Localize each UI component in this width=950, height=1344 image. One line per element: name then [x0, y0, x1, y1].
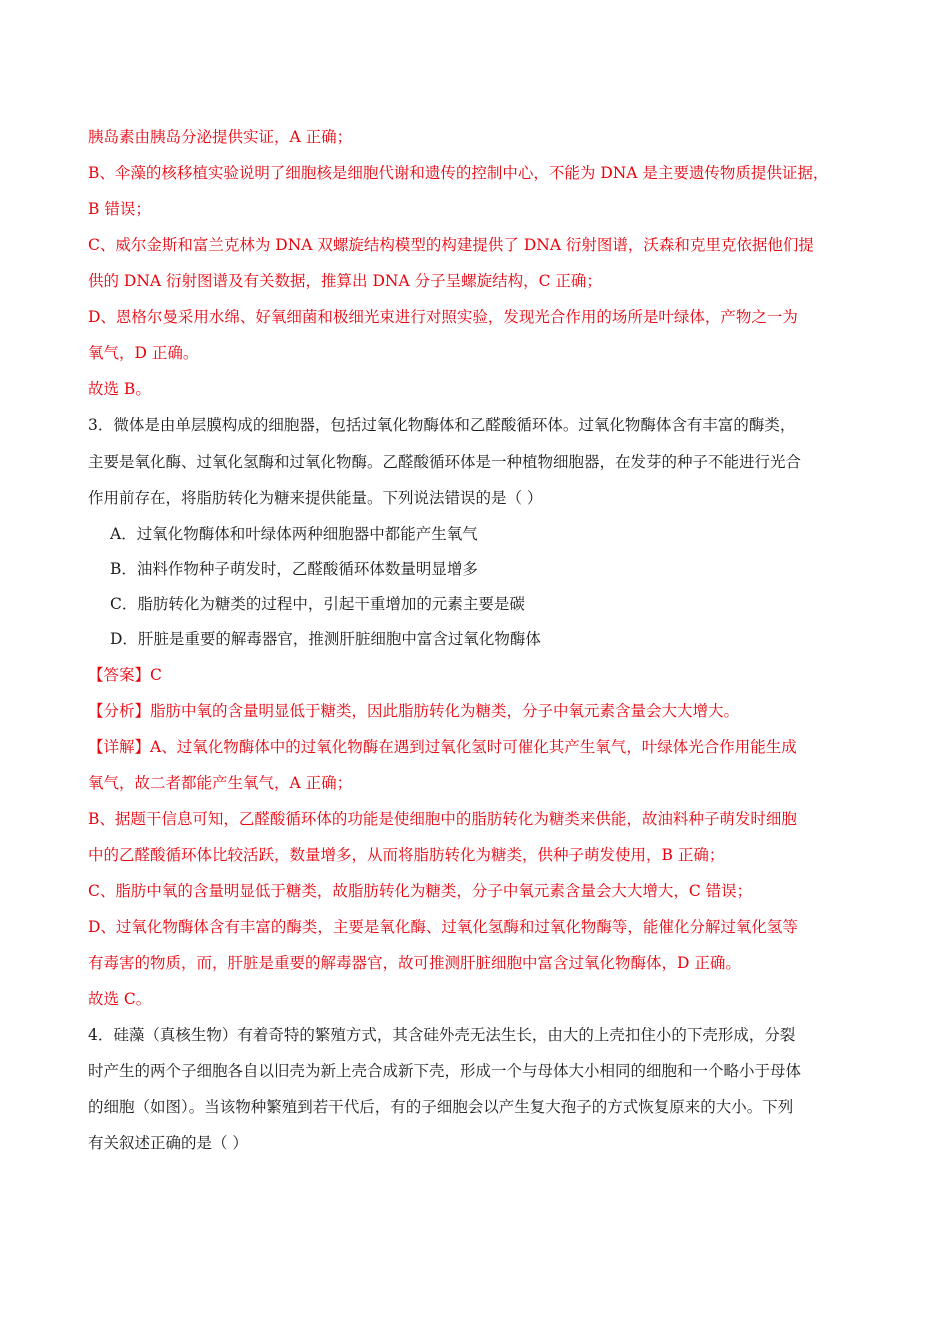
q2-explanation-d-line1: D、恩格尔曼采用水绵、好氧细菌和极细光束进行对照实验，发现光合作用的场所是叶绿体，产物之一为: [88, 308, 798, 326]
q3-analysis: [88, 700, 739, 722]
q3-option-b: B．油料作物种子萌发时，乙醛酸循环体数量明显增多: [110, 560, 478, 578]
q4-stem-line3: 的细胞（如图）。当该物种繁殖到若干代后，有的子细胞会以产生复大孢子的方式恢复原来的大小。下列: [88, 1098, 794, 1116]
q4-stem-line2: 时产生的两个子细胞各自以旧壳为新上壳合成新下壳，形成一个与母体大小相同的细胞和一个略小于母体: [88, 1062, 802, 1080]
q3-option-a: A．过氧化物酶体和叶绿体两种细胞器中都能产生氧气: [110, 525, 478, 543]
q3-answer: [88, 664, 162, 686]
q2-explanation-b-line1: B、伞藻的核移植实验说明了细胞核是细胞代谢和遗传的控制中心，不能为 DNA 是主要遗传物质提供证据，: [88, 164, 829, 182]
q3-conclusion: 故选 C。: [88, 990, 152, 1008]
q3-stem-line3: 作用前存在，将脂肪转化为糖来提供能量。下列说法错误的是（ ）: [88, 489, 543, 507]
q3-option-d: D．肝脏是重要的解毒器官，推测肝脏细胞中富含过氧化物酶体: [110, 630, 541, 648]
q2-conclusion: 故选 B。: [88, 380, 151, 398]
q3-stem-line2: 主要是氧化酶、过氧化氢酶和过氧化物酶。乙醛酸循环体是一种植物细胞器，在发芽的种子不能进行光合: [88, 453, 802, 471]
q3-detail-b-line2: 中的乙醛酸循环体比较活跃，数量增多，从而将脂肪转化为糖类，供种子萌发使用，B 正确；: [88, 846, 725, 864]
q3-detail-c-line1: C、脂肪中氧的含量明显低于糖类，故脂肪转化为糖类，分子中氧元素含量会大大增大，C 错误；: [88, 882, 753, 900]
detail-tag: 【详解】: [88, 738, 151, 756]
q2-explanation-b-line2: B 错误；: [88, 200, 151, 218]
analysis-text: 脂肪中氧的含量明显低于糖类，因此脂肪转化为糖类，分子中氧元素含量会大大增大。: [150, 702, 740, 720]
q2-explanation-d-line2: 氧气，D 正确。: [88, 344, 199, 362]
q2-explanation-a-end: 胰岛素由胰岛分泌提供实证，A 正确；: [88, 128, 353, 146]
q2-explanation-c-line2: 供的 DNA 衍射图谱及有关数据，推算出 DNA 分子呈螺旋结构，C 正确；: [88, 272, 602, 290]
q3-detail-a-line1: [88, 736, 797, 758]
q4-stem-line1: 4．硅藻（真核生物）有着奇特的繁殖方式，其含硅外壳无法生长，由大的上壳扣住小的下壳形成，分裂: [88, 1026, 796, 1044]
q3-detail-b-line1: B、据题干信息可知，乙醛酸循环体的功能是使细胞中的脂肪转化为糖类来供能，故油料种子萌发时细胞: [88, 810, 797, 828]
q3-detail-d-line2: 有毒害的物质，而，肝脏是重要的解毒器官，故可推测肝脏细胞中富含过氧化物酶体，D 正确。: [88, 954, 741, 972]
q4-stem-line4: 有关叙述正确的是（ ）: [88, 1134, 248, 1152]
q3-option-c: C．脂肪转化为糖类的过程中，引起干重增加的元素主要是碳: [110, 595, 525, 613]
q3-detail-d-line1: D、过氧化物酶体含有丰富的酶类，主要是氧化酶、过氧化氢酶和过氧化物酶等，能催化分解过氧化氢等: [88, 918, 798, 936]
answer-tag: 【答案】: [88, 666, 151, 684]
q3-stem-line1: 3．微体是由单层膜构成的细胞器，包括过氧化物酶体和乙醛酸循环体。过氧化物酶体含有丰富的酶类，: [88, 416, 796, 434]
analysis-tag: 【分析】: [88, 702, 151, 720]
q3-detail-a-line2: 氧气，故二者都能产生氧气，A 正确；: [88, 774, 353, 792]
q2-explanation-c-line1: C、威尔金斯和富兰克林为 DNA 双螺旋结构模型的构建提供了 DNA 衍射图谱，沃森和克里克依据他们提: [88, 236, 814, 254]
answer-value: C: [150, 666, 162, 684]
detail-a-text: A、过氧化物酶体中的过氧化物酶在遇到过氧化氢时可催化其产生氧气，叶绿体光合作用能生成: [150, 738, 797, 756]
